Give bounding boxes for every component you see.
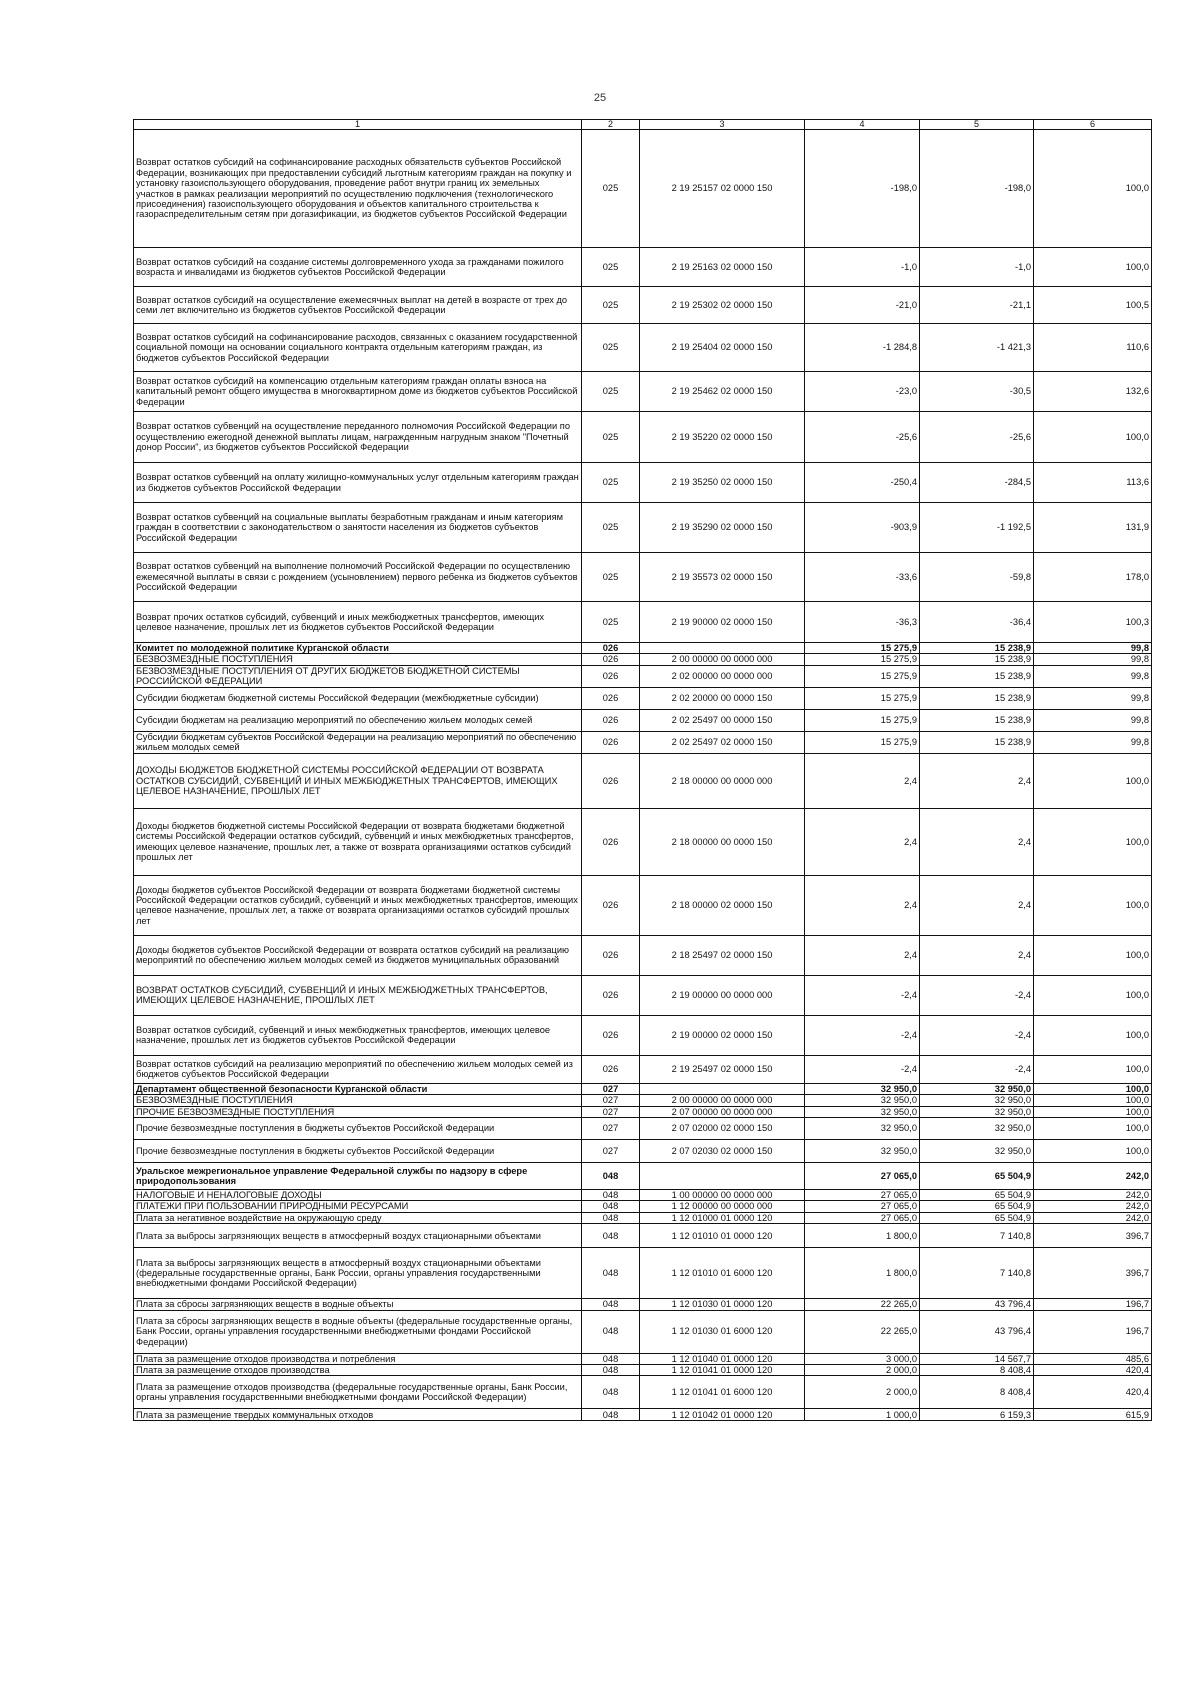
row-budget-code: 1 12 01041 01 6000 120 bbox=[640, 1376, 805, 1409]
row-executed-amount: 65 504,9 bbox=[920, 1190, 1034, 1201]
row-execution-percent: 100,0 bbox=[1034, 753, 1152, 808]
row-planned-amount: 3 000,0 bbox=[805, 1353, 920, 1364]
row-name: Возврат остатков субсидий на создание системы долговременного ухода за гражданами пожилого возраста и инвалидами из бюджетов субъектов Российской Федерации bbox=[134, 248, 582, 287]
revenue-table bbox=[133, 119, 1152, 1421]
row-planned-amount: -25,6 bbox=[805, 412, 920, 463]
row-name: Субсидии бюджетам субъектов Российской Федерации на реализацию мероприятий по обеспечению жильем молодых семей bbox=[134, 731, 582, 753]
row-name: Плата за сбросы загрязняющих веществ в водные объекты (федеральные государственные органы, Банк России, органы управления государственными внебюджетными фондами Российской Федерации) bbox=[134, 1310, 582, 1353]
row-admin-code: 027 bbox=[582, 1118, 640, 1140]
row-budget-code: 1 12 00000 00 0000 000 bbox=[640, 1201, 805, 1212]
row-executed-amount: -1 421,3 bbox=[920, 324, 1034, 372]
row-planned-amount: -198,0 bbox=[805, 130, 920, 248]
row-execution-percent: 396,7 bbox=[1034, 1248, 1152, 1299]
row-planned-amount: -903,9 bbox=[805, 503, 920, 553]
row-name: Субсидии бюджетам бюджетной системы Российской Федерации (межбюджетные субсидии) bbox=[134, 687, 582, 709]
table-row bbox=[134, 553, 1152, 602]
row-execution-percent: 99,8 bbox=[1034, 665, 1152, 687]
table-row bbox=[134, 1248, 1152, 1299]
row-admin-code: 026 bbox=[582, 935, 640, 975]
row-admin-code: 025 bbox=[582, 248, 640, 287]
table-row bbox=[134, 602, 1152, 643]
table-row bbox=[134, 1376, 1152, 1409]
row-executed-amount: 15 238,9 bbox=[920, 687, 1034, 709]
table-row bbox=[134, 1163, 1152, 1190]
row-executed-amount: -1 192,5 bbox=[920, 503, 1034, 553]
row-planned-amount: 15 275,9 bbox=[805, 687, 920, 709]
row-executed-amount: -1,0 bbox=[920, 248, 1034, 287]
row-budget-code: 2 19 25302 02 0000 150 bbox=[640, 287, 805, 324]
row-admin-code: 025 bbox=[582, 130, 640, 248]
row-admin-code: 026 bbox=[582, 654, 640, 665]
row-execution-percent: 100,0 bbox=[1034, 1140, 1152, 1163]
table-row bbox=[134, 975, 1152, 1015]
row-execution-percent: 100,0 bbox=[1034, 130, 1152, 248]
row-budget-code bbox=[640, 1163, 805, 1190]
row-planned-amount: -2,4 bbox=[805, 975, 920, 1015]
table-row bbox=[134, 1299, 1152, 1310]
row-budget-code: 2 19 25462 02 0000 150 bbox=[640, 372, 805, 412]
row-budget-code: 1 12 01041 01 0000 120 bbox=[640, 1365, 805, 1376]
table-body bbox=[134, 130, 1152, 1421]
row-budget-code: 2 02 25497 02 0000 150 bbox=[640, 731, 805, 753]
row-admin-code: 027 bbox=[582, 1140, 640, 1163]
row-name: Прочие безвозмездные поступления в бюджеты субъектов Российской Федерации bbox=[134, 1140, 582, 1163]
row-budget-code: 2 19 25163 02 0000 150 bbox=[640, 248, 805, 287]
row-executed-amount: -198,0 bbox=[920, 130, 1034, 248]
table-row bbox=[134, 753, 1152, 808]
row-planned-amount: 27 065,0 bbox=[805, 1201, 920, 1212]
row-name: Плата за размещение отходов производства bbox=[134, 1365, 582, 1376]
row-executed-amount: 15 238,9 bbox=[920, 643, 1034, 654]
row-name: Возврат остатков субвенций на оплату жилищно-коммунальных услуг отдельным категориям граждан из бюджетов субъектов Российской Федерации bbox=[134, 463, 582, 503]
table-row bbox=[134, 1409, 1152, 1421]
row-execution-percent: 196,7 bbox=[1034, 1299, 1152, 1310]
row-budget-code: 2 18 00000 00 0000 000 bbox=[640, 753, 805, 808]
row-planned-amount: 2,4 bbox=[805, 875, 920, 935]
row-execution-percent: 100,0 bbox=[1034, 1055, 1152, 1083]
row-budget-code: 2 19 25404 02 0000 150 bbox=[640, 324, 805, 372]
row-execution-percent: 420,4 bbox=[1034, 1365, 1152, 1376]
row-executed-amount: 6 159,3 bbox=[920, 1409, 1034, 1421]
row-admin-code: 025 bbox=[582, 463, 640, 503]
row-admin-code: 048 bbox=[582, 1299, 640, 1310]
row-execution-percent: 100,0 bbox=[1034, 248, 1152, 287]
row-admin-code: 026 bbox=[582, 975, 640, 1015]
row-name: Плата за размещение отходов производства (федеральные государственные органы, Банк России, органы управления государственными внебюджетными фондами Российской Федерации) bbox=[134, 1376, 582, 1409]
row-execution-percent: 100,0 bbox=[1034, 975, 1152, 1015]
row-execution-percent: 100,0 bbox=[1034, 935, 1152, 975]
row-execution-percent: 132,6 bbox=[1034, 372, 1152, 412]
row-planned-amount: 15 275,9 bbox=[805, 654, 920, 665]
table-row bbox=[134, 1310, 1152, 1353]
row-admin-code: 026 bbox=[582, 1015, 640, 1055]
row-name: Субсидии бюджетам на реализацию мероприятий по обеспечению жильем молодых семей bbox=[134, 709, 582, 731]
row-budget-code: 2 07 02000 02 0000 150 bbox=[640, 1118, 805, 1140]
row-execution-percent: 110,6 bbox=[1034, 324, 1152, 372]
row-execution-percent: 615,9 bbox=[1034, 1409, 1152, 1421]
row-planned-amount: -21,0 bbox=[805, 287, 920, 324]
row-executed-amount: 32 950,0 bbox=[920, 1140, 1034, 1163]
row-execution-percent: 99,8 bbox=[1034, 687, 1152, 709]
row-admin-code: 048 bbox=[582, 1163, 640, 1190]
table-row bbox=[134, 654, 1152, 665]
row-admin-code: 026 bbox=[582, 875, 640, 935]
row-execution-percent: 100,5 bbox=[1034, 287, 1152, 324]
row-executed-amount: 43 796,4 bbox=[920, 1310, 1034, 1353]
row-budget-code bbox=[640, 1083, 805, 1094]
table-row bbox=[134, 731, 1152, 753]
row-name: Доходы бюджетов субъектов Российской Федерации от возврата остатков субсидий на реализацию мероприятий по обеспечению жильем молодых семей из бюджетов муниципальных образований bbox=[134, 935, 582, 975]
row-admin-code: 048 bbox=[582, 1224, 640, 1248]
row-admin-code: 048 bbox=[582, 1190, 640, 1201]
row-admin-code: 048 bbox=[582, 1353, 640, 1364]
row-executed-amount: 2,4 bbox=[920, 808, 1034, 875]
table-row bbox=[134, 1140, 1152, 1163]
row-execution-percent: 242,0 bbox=[1034, 1201, 1152, 1212]
row-admin-code: 048 bbox=[582, 1310, 640, 1353]
row-executed-amount: 2,4 bbox=[920, 753, 1034, 808]
row-name: Прочие безвозмездные поступления в бюджеты субъектов Российской Федерации bbox=[134, 1118, 582, 1140]
row-execution-percent: 100,0 bbox=[1034, 1118, 1152, 1140]
row-name: БЕЗВОЗМЕЗДНЫЕ ПОСТУПЛЕНИЯ bbox=[134, 654, 582, 665]
row-planned-amount: 1 800,0 bbox=[805, 1224, 920, 1248]
row-planned-amount: 2 000,0 bbox=[805, 1376, 920, 1409]
row-executed-amount: 65 504,9 bbox=[920, 1212, 1034, 1223]
row-admin-code: 026 bbox=[582, 665, 640, 687]
row-executed-amount: 15 238,9 bbox=[920, 654, 1034, 665]
row-name: ПРОЧИЕ БЕЗВОЗМЕЗДНЫЕ ПОСТУПЛЕНИЯ bbox=[134, 1106, 582, 1117]
table-row bbox=[134, 1190, 1152, 1201]
row-name: Возврат остатков субсидий на софинансирование расходов, связанных с оказанием государственной социальной помощи на основании социального контракта отдельным категориям граждан, из бюджетов субъектов Российской Федерации bbox=[134, 324, 582, 372]
table-row bbox=[134, 1083, 1152, 1094]
row-planned-amount: 15 275,9 bbox=[805, 709, 920, 731]
table-row bbox=[134, 1095, 1152, 1106]
row-execution-percent: 100,0 bbox=[1034, 1095, 1152, 1106]
row-admin-code: 027 bbox=[582, 1095, 640, 1106]
row-execution-percent: 99,8 bbox=[1034, 709, 1152, 731]
row-budget-code: 2 02 20000 00 0000 150 bbox=[640, 687, 805, 709]
row-executed-amount: -284,5 bbox=[920, 463, 1034, 503]
row-execution-percent: 485,6 bbox=[1034, 1353, 1152, 1364]
row-budget-code: 2 18 00000 00 0000 150 bbox=[640, 808, 805, 875]
row-execution-percent: 242,0 bbox=[1034, 1163, 1152, 1190]
row-admin-code: 025 bbox=[582, 553, 640, 602]
row-budget-code: 2 18 25497 02 0000 150 bbox=[640, 935, 805, 975]
row-admin-code: 026 bbox=[582, 1055, 640, 1083]
row-execution-percent: 99,8 bbox=[1034, 654, 1152, 665]
row-execution-percent: 113,6 bbox=[1034, 463, 1152, 503]
column-header-1: 1 bbox=[134, 120, 582, 130]
row-budget-code: 1 00 00000 00 0000 000 bbox=[640, 1190, 805, 1201]
row-planned-amount: 32 950,0 bbox=[805, 1095, 920, 1106]
column-header-4: 4 bbox=[805, 120, 920, 130]
row-executed-amount: 32 950,0 bbox=[920, 1118, 1034, 1140]
row-execution-percent: 100,3 bbox=[1034, 602, 1152, 643]
row-admin-code: 027 bbox=[582, 1106, 640, 1117]
row-execution-percent: 100,0 bbox=[1034, 1083, 1152, 1094]
row-name: БЕЗВОЗМЕЗДНЫЕ ПОСТУПЛЕНИЯ bbox=[134, 1095, 582, 1106]
row-planned-amount: 2,4 bbox=[805, 753, 920, 808]
table-row bbox=[134, 372, 1152, 412]
row-executed-amount: -30,5 bbox=[920, 372, 1034, 412]
row-admin-code: 048 bbox=[582, 1201, 640, 1212]
row-name: Возврат остатков субсидий на компенсацию отдельным категориям граждан оплаты взноса на капитальный ремонт общего имущества в многоквартирном доме из бюджетов субъектов Российской Федерации bbox=[134, 372, 582, 412]
row-name: Плата за негативное воздействие на окружающую среду bbox=[134, 1212, 582, 1223]
row-name: Департамент общественной безопасности Курганской области bbox=[134, 1083, 582, 1094]
row-planned-amount: 2 000,0 bbox=[805, 1365, 920, 1376]
table-row bbox=[134, 935, 1152, 975]
row-executed-amount: 15 238,9 bbox=[920, 709, 1034, 731]
table-row bbox=[134, 503, 1152, 553]
row-admin-code: 026 bbox=[582, 731, 640, 753]
row-name: ВОЗВРАТ ОСТАТКОВ СУБСИДИЙ, СУБВЕНЦИЙ И ИНЫХ МЕЖБЮДЖЕТНЫХ ТРАНСФЕРТОВ, ИМЕЮЩИХ ЦЕЛЕВОЕ НАЗНАЧЕНИЕ, ПРОШЛЫХ ЛЕТ bbox=[134, 975, 582, 1015]
row-admin-code: 025 bbox=[582, 324, 640, 372]
row-execution-percent: 100,0 bbox=[1034, 1015, 1152, 1055]
row-execution-percent: 100,0 bbox=[1034, 1106, 1152, 1117]
row-planned-amount: 27 065,0 bbox=[805, 1190, 920, 1201]
page-number: 25 bbox=[593, 92, 607, 104]
row-budget-code: 1 12 01000 01 0000 120 bbox=[640, 1212, 805, 1223]
row-admin-code: 025 bbox=[582, 503, 640, 553]
table-row bbox=[134, 1365, 1152, 1376]
row-budget-code: 1 12 01040 01 0000 120 bbox=[640, 1353, 805, 1364]
row-planned-amount: 32 950,0 bbox=[805, 1083, 920, 1094]
row-planned-amount: 32 950,0 bbox=[805, 1118, 920, 1140]
column-header-3: 3 bbox=[640, 120, 805, 130]
row-budget-code: 2 02 25497 00 0000 150 bbox=[640, 709, 805, 731]
row-executed-amount: 32 950,0 bbox=[920, 1106, 1034, 1117]
row-planned-amount: 32 950,0 bbox=[805, 1140, 920, 1163]
row-name: Уральское межрегиональное управление Федеральной службы по надзору в сфере природопользования bbox=[134, 1163, 582, 1190]
row-admin-code: 026 bbox=[582, 643, 640, 654]
row-budget-code: 2 02 00000 00 0000 000 bbox=[640, 665, 805, 687]
row-name: Плата за размещение твердых коммунальных отходов bbox=[134, 1409, 582, 1421]
row-executed-amount: -36,4 bbox=[920, 602, 1034, 643]
row-admin-code: 026 bbox=[582, 808, 640, 875]
row-budget-code: 2 19 90000 02 0000 150 bbox=[640, 602, 805, 643]
row-budget-code: 1 12 01042 01 0000 120 bbox=[640, 1409, 805, 1421]
row-executed-amount: -2,4 bbox=[920, 1055, 1034, 1083]
table-row bbox=[134, 1224, 1152, 1248]
row-name: Возврат прочих остатков субсидий, субвенций и иных межбюджетных трансфертов, имеющих целевое назначение, прошлых лет из бюджетов субъектов Российской Федерации bbox=[134, 602, 582, 643]
row-name: ДОХОДЫ БЮДЖЕТОВ БЮДЖЕТНОЙ СИСТЕМЫ РОССИЙСКОЙ ФЕДЕРАЦИИ ОТ ВОЗВРАТА ОСТАТКОВ СУБСИДИЙ, СУБВЕНЦИЙ И ИНЫХ МЕЖБЮДЖЕТНЫХ ТРАНСФЕРТОВ, ИМЕЮЩИХ ЦЕЛЕВОЕ НАЗНАЧЕНИЕ, ПРОШЛЫХ ЛЕТ bbox=[134, 753, 582, 808]
row-executed-amount: 2,4 bbox=[920, 935, 1034, 975]
table-row bbox=[134, 324, 1152, 372]
row-budget-code: 2 18 00000 02 0000 150 bbox=[640, 875, 805, 935]
row-executed-amount: 8 408,4 bbox=[920, 1376, 1034, 1409]
row-planned-amount: -33,6 bbox=[805, 553, 920, 602]
row-executed-amount: 2,4 bbox=[920, 875, 1034, 935]
row-admin-code: 025 bbox=[582, 602, 640, 643]
row-execution-percent: 196,7 bbox=[1034, 1310, 1152, 1353]
row-admin-code: 048 bbox=[582, 1365, 640, 1376]
table-row bbox=[134, 1015, 1152, 1055]
row-admin-code: 025 bbox=[582, 372, 640, 412]
row-budget-code: 2 19 00000 00 0000 000 bbox=[640, 975, 805, 1015]
row-name: Возврат остатков субвенций на осуществление переданного полномочия Российской Федерации по осуществлению ежегодной денежной выплаты лицам, награжденным нагрудным знаком "Почетный донор России", из бюджетов субъектов Российской Федерации bbox=[134, 412, 582, 463]
row-budget-code: 2 19 25497 02 0000 150 bbox=[640, 1055, 805, 1083]
row-execution-percent: 131,9 bbox=[1034, 503, 1152, 553]
row-name: Комитет по молодежной политике Курганской области bbox=[134, 643, 582, 654]
row-budget-code: 2 07 02030 02 0000 150 bbox=[640, 1140, 805, 1163]
row-planned-amount: -250,4 bbox=[805, 463, 920, 503]
row-name: Возврат остатков субвенций на выполнение полномочий Российской Федерации по осуществлению ежемесячной выплаты в связи с рождением (усыновлением) первого ребенка из бюджетов субъектов Российской Федерации bbox=[134, 553, 582, 602]
row-executed-amount: 32 950,0 bbox=[920, 1095, 1034, 1106]
row-name: ПЛАТЕЖИ ПРИ ПОЛЬЗОВАНИИ ПРИРОДНЫМИ РЕСУРСАМИ bbox=[134, 1201, 582, 1212]
row-admin-code: 026 bbox=[582, 709, 640, 731]
row-executed-amount: -25,6 bbox=[920, 412, 1034, 463]
table-row bbox=[134, 643, 1152, 654]
row-planned-amount: 15 275,9 bbox=[805, 643, 920, 654]
row-planned-amount: -2,4 bbox=[805, 1055, 920, 1083]
table-row bbox=[134, 1201, 1152, 1212]
row-admin-code: 025 bbox=[582, 412, 640, 463]
row-admin-code: 026 bbox=[582, 687, 640, 709]
row-execution-percent: 100,0 bbox=[1034, 412, 1152, 463]
row-executed-amount: 15 238,9 bbox=[920, 731, 1034, 753]
row-planned-amount: -1,0 bbox=[805, 248, 920, 287]
row-planned-amount: 1 800,0 bbox=[805, 1248, 920, 1299]
table-row bbox=[134, 875, 1152, 935]
row-admin-code: 048 bbox=[582, 1248, 640, 1299]
row-planned-amount: 32 950,0 bbox=[805, 1106, 920, 1117]
row-execution-percent: 396,7 bbox=[1034, 1224, 1152, 1248]
table-row bbox=[134, 1106, 1152, 1117]
row-name: Доходы бюджетов бюджетной системы Российской Федерации от возврата бюджетами бюджетной системы Российской Федерации остатков субсидий, субвенций и иных межбюджетных трансфертов, имеющих целевое назначение, прошлых лет, а также от возврата организациями остатков субсидий прошлых лет bbox=[134, 808, 582, 875]
row-name: НАЛОГОВЫЕ И НЕНАЛОГОВЫЕ ДОХОДЫ bbox=[134, 1190, 582, 1201]
row-budget-code: 1 12 01010 01 6000 120 bbox=[640, 1248, 805, 1299]
row-execution-percent: 99,8 bbox=[1034, 731, 1152, 753]
row-execution-percent: 242,0 bbox=[1034, 1190, 1152, 1201]
row-planned-amount: 2,4 bbox=[805, 808, 920, 875]
row-executed-amount: 8 408,4 bbox=[920, 1365, 1034, 1376]
table-row bbox=[134, 709, 1152, 731]
row-planned-amount: 1 000,0 bbox=[805, 1409, 920, 1421]
row-name: Возврат остатков субвенций на социальные выплаты безработным гражданам и иным категориям граждан в соответствии с законодательством о занятости населения из бюджетов субъектов Российской Федерации bbox=[134, 503, 582, 553]
row-planned-amount: -36,3 bbox=[805, 602, 920, 643]
row-name: Плата за размещение отходов производства и потребления bbox=[134, 1353, 582, 1364]
row-planned-amount: 22 265,0 bbox=[805, 1310, 920, 1353]
row-name: Возврат остатков субсидий, субвенций и иных межбюджетных трансфертов, имеющих целевое назначение, прошлых лет из бюджетов субъектов Российской Федерации bbox=[134, 1015, 582, 1055]
row-planned-amount: 2,4 bbox=[805, 935, 920, 975]
row-planned-amount: 15 275,9 bbox=[805, 665, 920, 687]
row-budget-code: 2 00 00000 00 0000 000 bbox=[640, 654, 805, 665]
row-budget-code: 2 07 00000 00 0000 000 bbox=[640, 1106, 805, 1117]
row-admin-code: 048 bbox=[582, 1376, 640, 1409]
column-header-6: 6 bbox=[1034, 120, 1152, 130]
row-admin-code: 026 bbox=[582, 753, 640, 808]
table-row bbox=[134, 287, 1152, 324]
row-name: Возврат остатков субсидий на реализацию мероприятий по обеспечению жильем молодых семей из бюджетов субъектов Российской Федерации bbox=[134, 1055, 582, 1083]
table-row bbox=[134, 412, 1152, 463]
table-row bbox=[134, 1055, 1152, 1083]
row-executed-amount: 15 238,9 bbox=[920, 665, 1034, 687]
table-row bbox=[134, 130, 1152, 248]
row-admin-code: 048 bbox=[582, 1409, 640, 1421]
row-budget-code: 1 12 01030 01 6000 120 bbox=[640, 1310, 805, 1353]
row-budget-code: 2 00 00000 00 0000 000 bbox=[640, 1095, 805, 1106]
row-executed-amount: 43 796,4 bbox=[920, 1299, 1034, 1310]
row-executed-amount: -2,4 bbox=[920, 975, 1034, 1015]
row-budget-code: 2 19 25157 02 0000 150 bbox=[640, 130, 805, 248]
row-executed-amount: 65 504,9 bbox=[920, 1163, 1034, 1190]
row-executed-amount: -2,4 bbox=[920, 1015, 1034, 1055]
row-name: Плата за выбросы загрязняющих веществ в атмосферный воздух стационарными объектами (федеральные государственные органы, Банк России, органы управления государственными внебюджетными фондами Российской Федерации) bbox=[134, 1248, 582, 1299]
row-execution-percent: 420,4 bbox=[1034, 1376, 1152, 1409]
table-row bbox=[134, 665, 1152, 687]
row-budget-code: 1 12 01030 01 0000 120 bbox=[640, 1299, 805, 1310]
row-admin-code: 048 bbox=[582, 1212, 640, 1223]
row-planned-amount: -2,4 bbox=[805, 1015, 920, 1055]
row-planned-amount: -1 284,8 bbox=[805, 324, 920, 372]
row-executed-amount: -59,8 bbox=[920, 553, 1034, 602]
row-execution-percent: 178,0 bbox=[1034, 553, 1152, 602]
row-executed-amount: 32 950,0 bbox=[920, 1083, 1034, 1094]
row-execution-percent: 100,0 bbox=[1034, 875, 1152, 935]
row-budget-code: 1 12 01010 01 0000 120 bbox=[640, 1224, 805, 1248]
row-planned-amount: 15 275,9 bbox=[805, 731, 920, 753]
row-name: БЕЗВОЗМЕЗДНЫЕ ПОСТУПЛЕНИЯ ОТ ДРУГИХ БЮДЖЕТОВ БЮДЖЕТНОЙ СИСТЕМЫ РОССИЙСКОЙ ФЕДЕРАЦИИ bbox=[134, 665, 582, 687]
row-executed-amount: 7 140,8 bbox=[920, 1224, 1034, 1248]
table-row bbox=[134, 808, 1152, 875]
row-name: Плата за сбросы загрязняющих веществ в водные объекты bbox=[134, 1299, 582, 1310]
row-planned-amount: 27 065,0 bbox=[805, 1163, 920, 1190]
row-executed-amount: -21,1 bbox=[920, 287, 1034, 324]
table-row bbox=[134, 248, 1152, 287]
table-row bbox=[134, 1212, 1152, 1223]
row-budget-code: 2 19 35573 02 0000 150 bbox=[640, 553, 805, 602]
row-admin-code: 027 bbox=[582, 1083, 640, 1094]
table-row bbox=[134, 463, 1152, 503]
row-budget-code: 2 19 35220 02 0000 150 bbox=[640, 412, 805, 463]
row-execution-percent: 100,0 bbox=[1034, 808, 1152, 875]
column-header-5: 5 bbox=[920, 120, 1034, 130]
row-planned-amount: -23,0 bbox=[805, 372, 920, 412]
row-budget-code: 2 19 00000 02 0000 150 bbox=[640, 1015, 805, 1055]
row-name: Плата за выбросы загрязняющих веществ в атмосферный воздух стационарными объектами bbox=[134, 1224, 582, 1248]
table-row bbox=[134, 687, 1152, 709]
row-planned-amount: 27 065,0 bbox=[805, 1212, 920, 1223]
row-admin-code: 025 bbox=[582, 287, 640, 324]
row-execution-percent: 99,8 bbox=[1034, 643, 1152, 654]
table-row bbox=[134, 1353, 1152, 1364]
row-name: Доходы бюджетов субъектов Российской Федерации от возврата бюджетами бюджетной системы Российской Федерации остатков субсидий, субвенций и иных межбюджетных трансфертов, имеющих целевое назначение, прошлых лет, а также от возврата организациями остатков субсидий прошлых лет bbox=[134, 875, 582, 935]
row-name: Возврат остатков субсидий на осуществление ежемесячных выплат на детей в возрасте от трех до семи лет включительно из бюджетов субъектов Российской Федерации bbox=[134, 287, 582, 324]
row-planned-amount: 22 265,0 bbox=[805, 1299, 920, 1310]
row-executed-amount: 7 140,8 bbox=[920, 1248, 1034, 1299]
row-budget-code: 2 19 35250 02 0000 150 bbox=[640, 463, 805, 503]
table-row bbox=[134, 1118, 1152, 1140]
row-executed-amount: 14 567,7 bbox=[920, 1353, 1034, 1364]
row-executed-amount: 65 504,9 bbox=[920, 1201, 1034, 1212]
row-execution-percent: 242,0 bbox=[1034, 1212, 1152, 1223]
row-budget-code: 2 19 35290 02 0000 150 bbox=[640, 503, 805, 553]
row-name: Возврат остатков субсидий на софинансирование расходных обязательств субъектов Российской Федерации, возникающих при предоставлении субсидий льготным категориям граждан на покупку и установку газоиспользующего оборудования, проведение работ внутри границ их земельных участков в рамках реализации мероприятий по осуществлению подключения (технологического присоединения) газоиспользующего оборудования и объектов капитального строительства к газораспределительным сетям при догазификации, из бюджетов субъектов Российской Федерации bbox=[134, 130, 582, 248]
column-number-row bbox=[134, 120, 1152, 130]
row-budget-code bbox=[640, 643, 805, 654]
column-header-2: 2 bbox=[582, 120, 640, 130]
